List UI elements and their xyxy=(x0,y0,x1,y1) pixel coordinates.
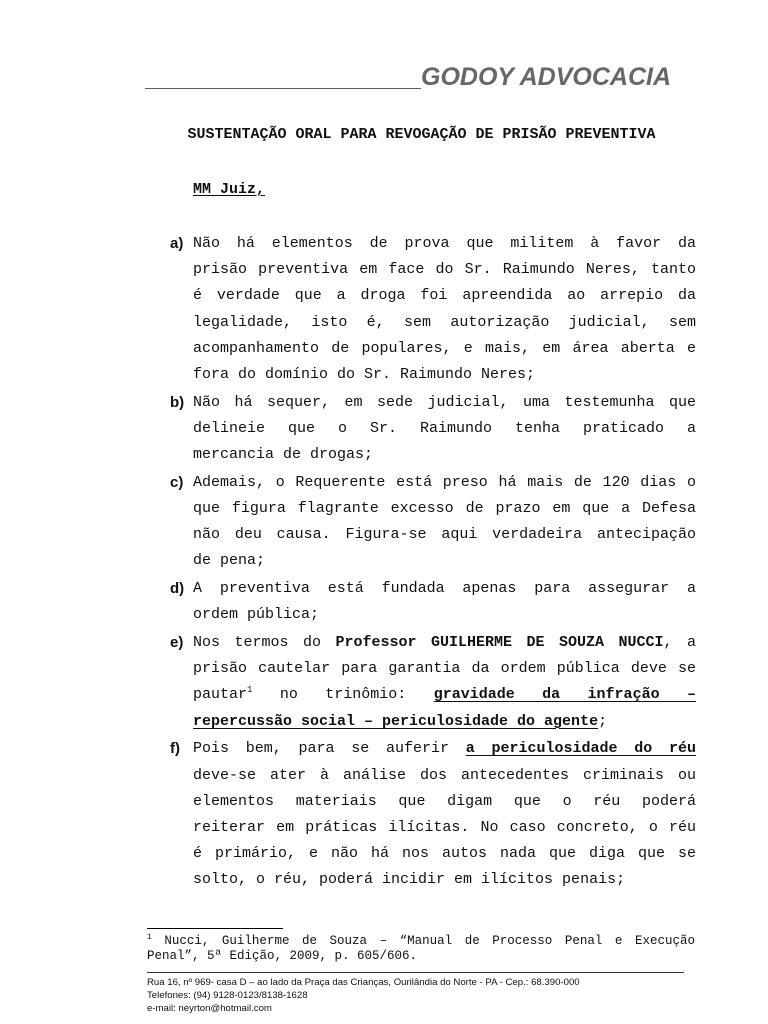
text-line: prisão cautelar para garantia da ordem pública deve se xyxy=(193,660,696,678)
footnote-line xyxy=(147,934,695,949)
footnote xyxy=(147,934,695,964)
text-line: é primário, e não há nos autos nada que diga que se xyxy=(193,845,696,863)
footer-rule xyxy=(147,972,684,973)
item-text xyxy=(193,231,696,388)
item-text xyxy=(193,576,696,628)
header-rule xyxy=(145,88,421,89)
footer-phones: Telefones: (94) 9128-0123/8138-1628 xyxy=(147,990,308,1001)
item-label: e) xyxy=(170,634,184,652)
text-segment: Nos termos do xyxy=(193,634,336,652)
document-title: SUSTENTAÇÃO ORAL PARA REVOGAÇÃO DE PRISÃO PREVENTIVA xyxy=(187,126,656,143)
text-line: Não há elementos de prova que militem à favor da xyxy=(193,235,696,252)
item-label: b) xyxy=(170,393,185,411)
text-line: Não há sequer, em sede judicial, uma testemunha que xyxy=(193,393,696,411)
text-line xyxy=(193,709,696,735)
text-line: delineie que o Sr. Raimundo tenha praticado a xyxy=(193,419,696,437)
item-label: a) xyxy=(170,235,184,252)
emphasis-text: gravidade da infração – xyxy=(433,686,696,704)
footer-email: e-mail: neyrton@hotmail.com xyxy=(147,1003,272,1014)
text-line xyxy=(193,630,696,656)
emphasis-text: a periculosidade do réu xyxy=(465,740,696,758)
salutation: MM Juiz, xyxy=(193,181,266,198)
emphasis-text: Professor GUILHERME DE SOUZA NUCCI xyxy=(335,634,664,652)
text-line: de pena; xyxy=(193,552,266,570)
item-text xyxy=(193,630,696,735)
firm-name: GODOY ADVOCACIA xyxy=(421,63,672,91)
footnote-reference: 1 xyxy=(247,685,253,696)
emphasis-text: repercussão social – periculosidade do agente xyxy=(193,712,599,730)
text-line: que figura flagrante excesso de prazo em que a Defesa xyxy=(193,500,696,518)
text-segment: pautar xyxy=(193,686,248,704)
text-segment: , a xyxy=(663,634,696,652)
item-label: c) xyxy=(170,473,184,491)
text-line: reiterar em práticas ilícitas. No caso concreto, o réu xyxy=(193,818,696,836)
text-line: acompanhamento de populares, e mais, em área aberta e xyxy=(193,339,696,357)
text-line: é verdade que a droga foi apreendida ao arrepio da xyxy=(193,287,696,305)
text-line: ordem pública; xyxy=(193,606,320,624)
text-line: deve-se ater à análise dos antecedentes criminais ou xyxy=(193,766,696,784)
item-text xyxy=(193,390,696,469)
text-line: solto, o réu, poderá incidir em ilícitos penais; xyxy=(193,871,626,889)
footnote-line: Penal”, 5ª Edição, 2009, p. 605/606. xyxy=(147,949,418,963)
text-line: legalidade, isto é, sem autorização judicial, sem xyxy=(193,313,696,331)
footer xyxy=(147,976,707,1015)
text-line: elementos materiais que digam que o réu poderá xyxy=(193,792,696,810)
list-item xyxy=(170,576,700,628)
footnote-separator xyxy=(147,928,283,929)
list-item xyxy=(170,231,700,388)
text-line: prisão preventiva em face do Sr. Raimundo Neres, tanto xyxy=(193,261,696,279)
list-item xyxy=(170,736,700,893)
item-text xyxy=(193,470,696,575)
text-segment: Pois bem, para se auferir xyxy=(193,740,466,758)
text-line: Ademais, o Requerente está preso há mais de 120 dias o xyxy=(193,473,696,491)
item-label: f) xyxy=(170,740,180,758)
list-item xyxy=(170,470,700,575)
text-line: fora do domínio do Sr. Raimundo Neres; xyxy=(193,366,536,384)
text-segment: no trinômio: xyxy=(252,686,434,704)
list-item xyxy=(170,630,700,735)
text-line: mercancia de drogas; xyxy=(193,446,374,464)
text-segment: ; xyxy=(598,712,608,730)
list-item xyxy=(170,390,700,469)
footnote-marker: 1 xyxy=(147,932,152,942)
item-text xyxy=(193,736,696,893)
item-label: d) xyxy=(170,580,185,598)
text-line xyxy=(193,736,696,762)
text-line xyxy=(193,682,696,708)
footer-address: Rua 16, nº 969- casa D – ao lado da Praça das Crianças, Ourilândia do Norte - PA - Cep.: 68.390-000 xyxy=(147,977,580,988)
text-line: não deu causa. Figura-se aqui verdadeira antecipação xyxy=(193,526,696,544)
text-line: A preventiva está fundada apenas para assegurar a xyxy=(193,580,696,598)
footnote-text: Nucci, Guilherme de Souza – “Manual de Processo Penal e Execução xyxy=(151,934,695,948)
argument-list xyxy=(170,231,700,895)
